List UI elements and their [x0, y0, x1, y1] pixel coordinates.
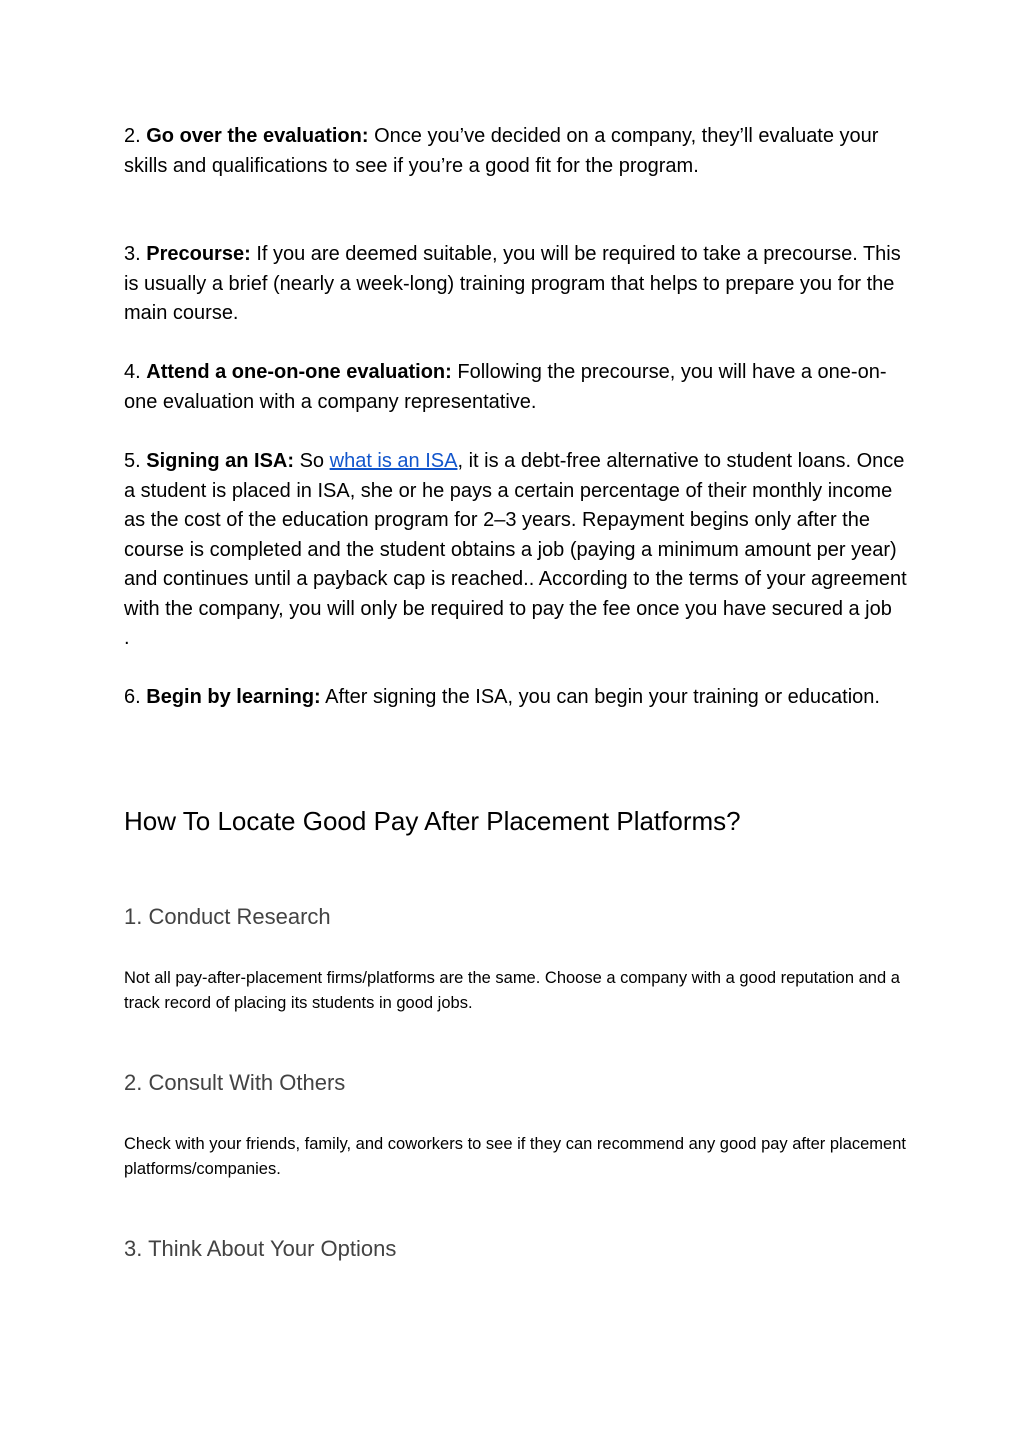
subsection-body-conduct-research: Not all pay-after-placement firms/platforms are the same. Choose a company with a good reputation and a track record of placing its students in good jobs. [124, 969, 900, 1012]
subsection-body-consult-with-others: Check with your friends, family, and coworkers to see if they can recommend any good pay after placement platforms/companies. [124, 1135, 906, 1178]
trailing-period: . [124, 627, 130, 649]
step-number: 2. [124, 125, 141, 147]
subsection-heading-consult-with-others: 2. Consult With Others [124, 1070, 346, 1095]
step-4 [124, 358, 914, 417]
step-title: Precourse: [146, 243, 251, 265]
subsection-heading-think-about-options: 3. Think About Your Options [124, 1236, 397, 1261]
step-text: , it is a debt-free alternative to student loans. Once a student is placed in ISA, she or he pays a certain percentage of their monthly income as the cost of the education program for 2–3 years. Repayment begins only after the course is completed and the student obtains a job (paying a minimum amount per year) and continues until a payback cap is reached.. According to the terms of your agreement with the company, you will only be required to pay the fee once you have secured a job [124, 450, 907, 620]
step-2 [124, 122, 914, 181]
step-text: If you are deemed suitable, you will be required to take a precourse. This is usually a brief (nearly a week-long) training program that helps to prepare you for the main course. [124, 243, 901, 324]
what-is-an-isa-link[interactable]: what is an ISA [329, 450, 458, 472]
step-title: Begin by learning: [146, 686, 321, 708]
step-6 [124, 683, 914, 713]
step-text: Following the precourse, you will have a one-on-one evaluation with a company representative. [124, 361, 887, 413]
step-number: 3. [124, 243, 141, 265]
step-text: Once you’ve decided on a company, they’ll evaluate your skills and qualifications to see if you’re a good fit for the program. [124, 125, 879, 177]
step-text: After signing the ISA, you can begin your training or education. [325, 686, 880, 708]
step-3 [124, 240, 914, 329]
step-5 [124, 447, 914, 654]
step-number: 5. [124, 450, 141, 472]
section-heading: How To Locate Good Pay After Placement Platforms? [124, 806, 741, 836]
step-number: 4. [124, 361, 141, 383]
step-text: So [299, 450, 325, 472]
step-title: Attend a one-on-one evaluation: [146, 361, 452, 383]
step-title: Go over the evaluation: [146, 125, 369, 147]
step-number: 6. [124, 686, 141, 708]
subsection-heading-conduct-research: 1. Conduct Research [124, 904, 331, 929]
document-page [124, 0, 914, 1446]
step-title: Signing an ISA: [146, 450, 295, 472]
